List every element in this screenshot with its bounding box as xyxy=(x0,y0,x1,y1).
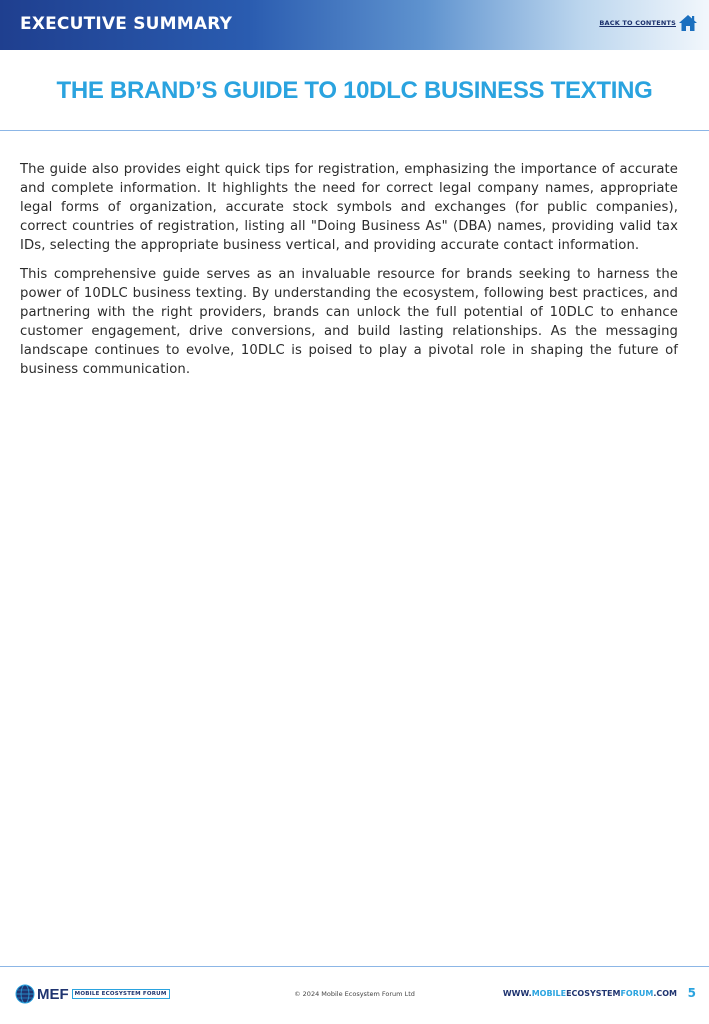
website-forum: FORUM xyxy=(620,989,654,998)
header-bar xyxy=(0,0,709,50)
section-title: EXECUTIVE SUMMARY xyxy=(20,14,233,34)
back-to-contents-link[interactable]: BACK TO CONTENTS xyxy=(599,19,676,27)
copyright: © 2024 Mobile Ecosystem Forum Ltd xyxy=(294,990,415,998)
title-divider xyxy=(0,130,709,131)
paragraph-1: The guide also provides eight quick tips for registration, emphasizing the importance of accurate and complete information. It highlights the need for correct legal company names, appropriate legal forms of organization, accurate stock symbols and exchanges (for public companies), correct countries of registration, listing all "Doing Business As" (DBA) names, providing valid tax IDs, selecting the appropriate business vertical, and providing accurate contact information. xyxy=(20,162,678,253)
home-icon[interactable] xyxy=(678,13,698,33)
logo-text: MEF xyxy=(37,985,69,1003)
page-title: THE BRAND’S GUIDE TO 10DLC BUSINESS TEXTING xyxy=(56,77,653,104)
footer-divider xyxy=(0,966,709,967)
website-mobile: MOBILE xyxy=(531,989,567,998)
logo-tagline: MOBILE ECOSYSTEM FORUM xyxy=(72,989,170,999)
page-number: 5 xyxy=(687,986,696,1000)
website-link[interactable] xyxy=(503,989,677,998)
website-prefix: WWW. xyxy=(502,989,532,998)
website-ecosystem: ECOSYSTEM xyxy=(566,989,621,998)
paragraph-2: This comprehensive guide serves as an invaluable resource for brands seeking to harness the power of 10DLC business texting. By understanding the ecosystem, following best practices, and partnering with the right providers, brands can unlock the full potential of 10DLC to enhance customer engagement, drive conversions, and build lasting relationships. As the messaging landscape continues to evolve, 10DLC is poised to play a pivotal role in shaping the future of business communication. xyxy=(20,267,678,377)
website-suffix: .COM xyxy=(653,989,677,998)
body-text xyxy=(20,160,678,389)
